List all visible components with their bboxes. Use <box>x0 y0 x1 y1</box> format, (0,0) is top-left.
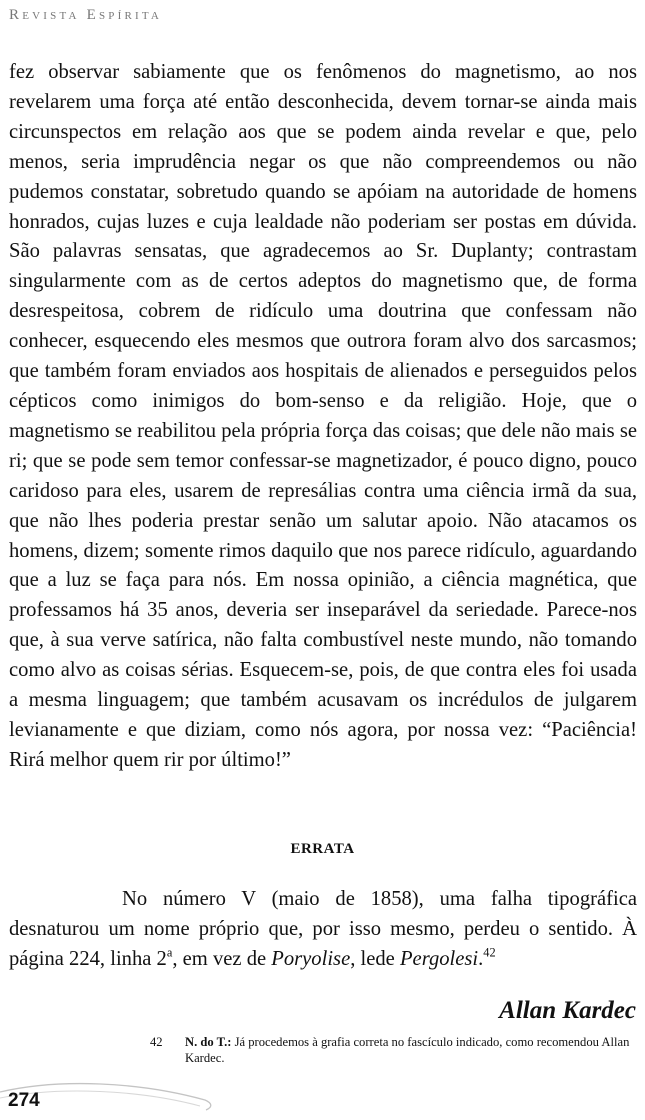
footnote-body <box>185 1034 637 1066</box>
line-superscript: a <box>166 945 173 960</box>
errata-text-read: , lede <box>350 948 400 970</box>
footnote-text: Já procedemos à grafia correta no fascículo indicado, como recomendou Allan Kardec. <box>185 1035 630 1065</box>
errata-text-before: No número V (maio de 1858), uma falha tipográfica desnaturou um nome próprio que, por isso mesmo, perdeu o sentido. À página 224, linha 2 <box>9 888 637 970</box>
footnote <box>150 1034 637 1066</box>
correct-name: Pergolesi <box>399 948 479 970</box>
errata-heading: ERRATA <box>290 841 355 857</box>
page-number: 274 <box>8 1090 40 1111</box>
errata-paragraph <box>9 884 637 974</box>
body-paragraph: fez observar sabiamente que os fenômenos do magnetismo, ao nos revelarem uma força até então desconhecida, devem tornar-se ainda mais circunspectos em relação aos que se podem ainda revelar e que, pelo menos, seria imprudência negar os que não compreendemos ou não pudemos constatar, sobretudo quando se apóiam na autoridade de homens honrados, cujas luzes e cuja lealdade não poderiam ser postas em dúvida. São palavras sensatas, que agradecemos ao Sr. Duplanty; contrastam singularmente com as de certos adeptos do magnetismo que, de forma desrespeitosa, cobrem de ridículo uma doutrina que confessam não conhecer, esquecendo eles mesmos que outrora foram alvo dos sarcasmos; que também foram enviados aos hospitais de alienados e perseguidos pelos cépticos como inimigos do bom-senso e da religião. Hoje, que o magnetismo se reabilitou pela própria força das coisas; que dele não mais se ri; que se pode sem temor confessar-se magnetizador, é pouco digno, pouco caridoso para eles, usarem de represálias contra uma ciência irmã da sua, que não lhes poderia prestar senão um salutar apoio. Não atacamos os homens, dizem; somente rimos daquilo que nos parece ridículo, aguardando que a luz se faça para nós. Em nossa opinião, a ciência magnética, que professamos há 35 anos, deveria ser inseparável da seriedade. Parece-nos que, à sua verve satírica, não falta combustível neste mundo, não tomando como alvo as coisas sérias. Esquecem-se, pois, de que contra eles foi usada a mesma linguagem; que também acusavam os incrédulos de julgarem levianamente e que diziam, como nós agora, por nossa vez: “Paciência! Rirá melhor quem rir por último!” <box>9 61 637 771</box>
errata-text-middle: , em vez de <box>172 948 272 970</box>
footnote-reference: 42 <box>483 945 496 960</box>
errata-text-end: . <box>478 948 484 970</box>
running-header: Revista Espírita <box>9 7 163 23</box>
signature: Allan Kardec <box>499 997 636 1024</box>
footnote-label: N. do T.: <box>185 1035 232 1049</box>
footnote-number: 42 <box>150 1035 163 1049</box>
errata-text <box>9 884 637 974</box>
body-text <box>9 58 637 776</box>
wrong-name: Poryolise <box>271 948 351 970</box>
